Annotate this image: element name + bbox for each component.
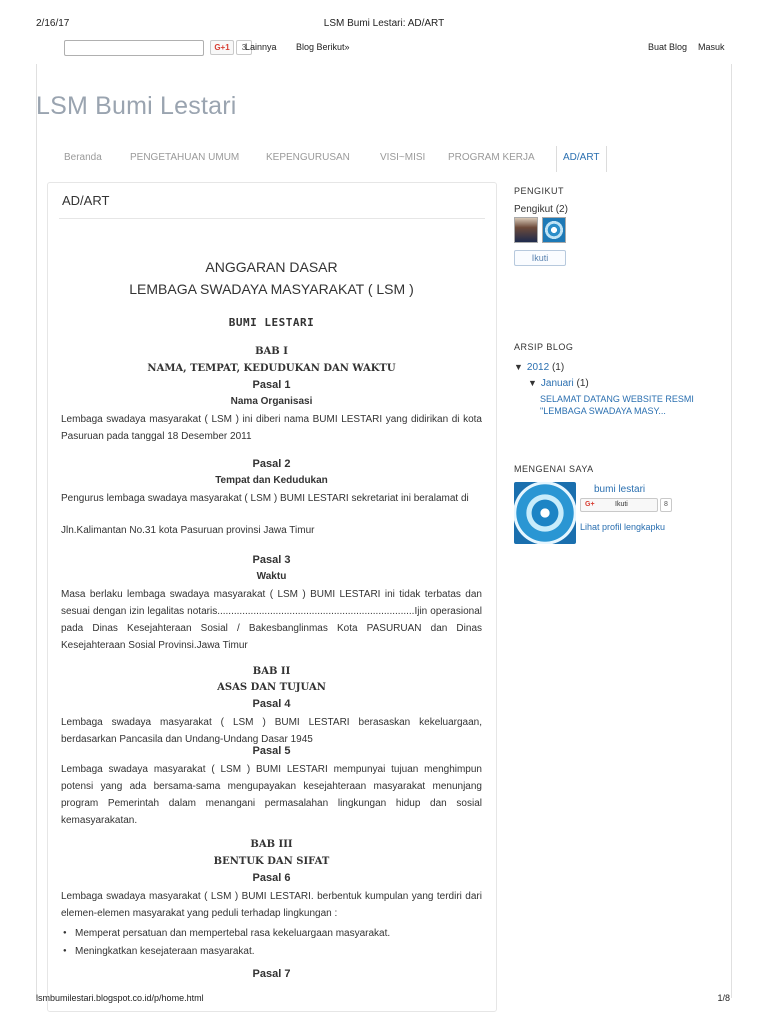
profile-name[interactable]: bumi lestari: [594, 484, 646, 495]
about-heading: MENGENAI SAYA: [514, 464, 594, 474]
profile-follow-label: Ikuti: [615, 501, 628, 508]
list-item: ● Meningkatkan kesejateraan masyarakat.: [75, 946, 255, 957]
archive-month[interactable]: [528, 378, 589, 389]
more-link[interactable]: Lainnya: [245, 42, 277, 52]
print-title: LSM Bumi Lestari: AD/ART: [323, 18, 445, 29]
bab-3: BAB III: [250, 839, 293, 850]
archive-heading: ARSIP BLOG: [514, 342, 574, 352]
tab-ad-art[interactable]: AD/ART: [556, 146, 607, 172]
pasal-2-subtitle: Tempat dan Kedudukan: [215, 475, 328, 486]
archive-month-label[interactable]: Januari: [540, 378, 574, 389]
next-blog-link[interactable]: Blog Berikut»: [296, 42, 350, 52]
followers-count: Pengikut (2): [514, 204, 568, 215]
followers-heading: PENGIKUT: [514, 186, 565, 196]
search-input[interactable]: [64, 40, 204, 56]
profile-image[interactable]: [514, 482, 576, 544]
tab-pengetahuan-umum[interactable]: PENGETAHUAN UMUM: [130, 152, 240, 163]
view-full-profile-link[interactable]: Lihat profil lengkapku: [580, 522, 666, 532]
archive-year-label[interactable]: 2012: [526, 362, 550, 373]
expand-arrow-icon[interactable]: ▼: [514, 362, 523, 372]
create-blog-link[interactable]: Buat Blog: [648, 42, 688, 52]
profile-follow-count: 8: [660, 498, 672, 512]
pasal-6: Pasal 6: [252, 872, 291, 884]
pasal-3: Pasal 3: [252, 554, 291, 566]
post-title: AD/ART: [62, 193, 110, 208]
follower-avatar[interactable]: [542, 217, 566, 243]
profile-follow-button[interactable]: [580, 498, 658, 512]
google-plus-button[interactable]: G+1: [210, 40, 234, 55]
print-url: lsmbumilestari.blogspot.co.id/p/home.html: [36, 993, 204, 1003]
post-divider: [59, 218, 485, 219]
pasal-3-subtitle: Waktu: [256, 571, 287, 582]
pasal-1-text: Lembaga swadaya masyarakat ( LSM ) ini diberi nama BUMI LESTARI yang didirikan di kota Pasuruan pada tanggal 18 Desember 2011: [61, 414, 482, 442]
bab-2-title: ASAS DAN TUJUAN: [217, 682, 326, 693]
pasal-4: Pasal 4: [252, 698, 291, 710]
sign-in-link[interactable]: Masuk: [698, 42, 725, 52]
bab-1: BAB I: [255, 346, 288, 357]
google-plus-count: 3: [236, 40, 252, 55]
pasal-1: Pasal 1: [252, 379, 291, 391]
follower-avatar[interactable]: [514, 217, 538, 243]
follow-button[interactable]: Ikuti: [514, 250, 566, 266]
tab-kepengurusan[interactable]: KEPENGURUSAN: [266, 152, 350, 163]
archive-post-link[interactable]: SELAMAT DATANG WEBSITE RESMI "LEMBAGA SWADAYA MASY...: [540, 394, 694, 416]
print-page-number: 1/8: [717, 993, 730, 1003]
tab-beranda[interactable]: Beranda: [64, 152, 102, 163]
org-name: BUMI LESTARI: [228, 316, 315, 329]
bab-2: BAB II: [252, 666, 291, 677]
pasal-2-address: Jln.Kalimantan No.31 kota Pasuruan provinsi Jawa Timur: [61, 525, 315, 536]
expand-arrow-icon[interactable]: ▼: [528, 378, 537, 388]
google-plus-icon: G+: [585, 501, 595, 508]
tab-visi-misi[interactable]: VISI~MISI: [380, 152, 426, 163]
list-item: ● Memperat persatuan dan mempertebal rasa kekeluargaan masyarakat.: [75, 928, 390, 939]
archive-month-count: (1): [576, 378, 589, 389]
page-tabs: [56, 146, 620, 172]
blogger-navbar: [36, 38, 732, 60]
print-date: 2/16/17: [36, 18, 70, 29]
archive-year-count: (1): [551, 362, 565, 373]
pasal-6-text: Lembaga swadaya masyarakat ( LSM ) BUMI LESTARI. berbentuk kumpulan yang terdiri dari elemen-elemen masyarakat yang peduli terhadap lingkungan :: [61, 891, 482, 919]
pasal-4-text: Lembaga swadaya masyarakat ( LSM ) BUMI LESTARI berasaskan kekeluargaan, berdasarkan Pancasila dan Undang-Undang Dasar 1945: [61, 717, 482, 745]
pasal-7: Pasal 7: [252, 968, 291, 980]
pasal-5: Pasal 5: [252, 745, 291, 757]
blog-title[interactable]: LSM Bumi Lestari: [36, 92, 237, 120]
pasal-3-text: Masa berlaku lembaga swadaya masyarakat ( LSM ) BUMI LESTARI ini tidak terbatas dan sesuai dengan izin legalitas notaris.......................................................................Ijin operasional pada Dinas Kesejahteraan Sosial / Bakesbanglinmas Kota PASURUAN dan Dinas Kesejahteraan Sosial Provinsi.Jawa Timur: [61, 589, 482, 651]
doc-title-line-2: LEMBAGA SWADAYA MASYARAKAT ( LSM ): [129, 281, 414, 297]
pasal-5-text: Lembaga swadaya masyarakat ( LSM ) BUMI LESTARI mempunyai tujuan menghimpun potensi yang ada bersama-sama mengupayakan kesejahteraan masyarakat menunjang program Pemerintah dalam menangani permasalahan lingkungan hidup dan sosial kemasyarakatan.: [61, 764, 482, 826]
pasal-2-text: Pengurus lembaga swadaya masyarakat ( LSM ) BUMI LESTARI sekretariat ini beralamat di: [61, 493, 469, 504]
print-header: [0, 0, 768, 34]
bab-1-title: NAMA, TEMPAT, KEDUDUKAN DAN WAKTU: [147, 363, 396, 374]
pasal-2: Pasal 2: [252, 458, 291, 470]
doc-title-line-1: ANGGARAN DASAR: [205, 259, 338, 275]
tab-program-kerja[interactable]: PROGRAM KERJA: [448, 152, 535, 163]
pasal-1-subtitle: Nama Organisasi: [230, 396, 313, 407]
archive-year[interactable]: [514, 362, 564, 373]
bab-3-title: BENTUK DAN SIFAT: [213, 856, 330, 867]
